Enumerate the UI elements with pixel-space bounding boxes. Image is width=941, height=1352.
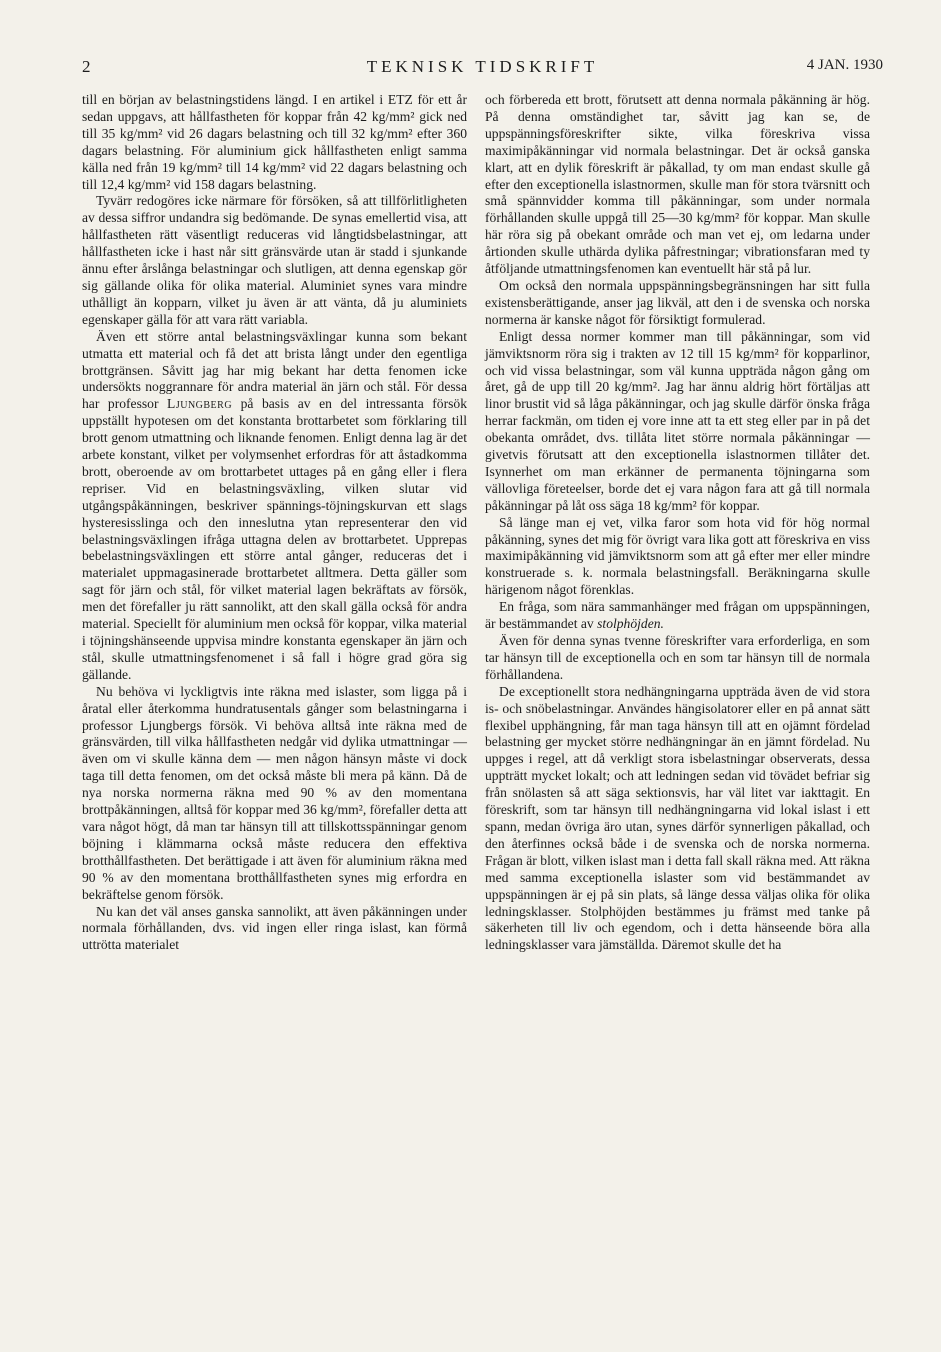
paragraph: Om också den normala uppspänningsbegränsningen har sitt fulla existensberättigande, anser jag likväl, att den i de svenska och norska normerna är kanske något för försiktigt formulerad.	[485, 277, 870, 327]
emphasized-term: stolphöjden.	[597, 616, 664, 632]
paragraph	[485, 599, 870, 633]
paragraph-text: på basis av en del intressanta försök uppställt hypotesen om det konstanta brottarbetet som förklaring till brott genom utmattning och liknande fenomen. Enligt denna lag är det arbete konstant, vilket per volymsenhet erfordras för att åstadkomma brott, oberoende av om brottarbetet uttages på en gång eller i flera repriser. Vid en belastningsväxling, vilken slutar vid utgångspåkänningen, beskriver spännings-töjningskurvan ett slags hysteresisslinga och den inneslutna ytan representerar den vid belastningsväxlingen ifråga uttagna delen av brottarbetet. Upprepas bebelastningsväxlingen ett större antal gånger, reduceras det i materialet uppmagasinerade brottarbetet alltmera. Detta gäller som sagt för järn och stål, för vilket material lagen bekräftats av försök, men det förefaller ju rätt sannolikt, att den skall gälla också för andra material. Speciellt för aluminium men också för koppar, vilka material i töjningshänseende uppvisa mindre konstanta egenskaper än järn och stål, skulle utmattningsfenomenet i så fall i högre grad göra sig gällande.	[82, 396, 467, 682]
paragraph-text: Även ett större antal belastningsväxlingar kunna som bekant utmatta ett material och få det att brista långt under den egentliga brottgränsen. Såvitt jag har mig bekant har detta fenomen icke undersökts noggrannare för andra material än järn och stål. För dessa har professor	[82, 328, 467, 412]
journal-title: TEKNISK TIDSKRIFT	[366, 57, 599, 76]
page-number: 2	[82, 57, 91, 76]
paragraph: Även för denna synas tvenne föreskrifter vara erforderliga, en som tar hänsyn till de exceptionella och en som tar hänsyn till de normala förhållandena.	[485, 633, 870, 682]
paragraph	[82, 329, 467, 684]
author-name: Ljungberg	[167, 396, 233, 412]
paragraph: Nu behöva vi lyckligtvis inte räkna med islaster, som ligga på i åratal eller återkomma hundratusentals gånger som belastningarna i professor Ljungbergs försök. Vi behöva alltså inte räkna med de gränsvärden, till vilka hållfastheten nedgår vid dylika utmattningar — även om vi skulle känna dem — men någon hänsyn måste vi dock taga till detta fenomen, om det också måste bli mera på känn. Då de nya norska normerna räkna med 90 % av den momentana brottpåkänningen, alltså för koppar med 36 kg/mm², förefaller detta att vara något högt, då man tar hänsyn till att tillskottsspänningar genom böjning i klämmarna också måste reducera den effektiva brotthållfastheten. Det berättigade i att även för aluminium räkna med 90 % av den momentana brotthållfastheten synes mig erfordra en bekräftelse genom försök.	[82, 683, 467, 902]
issue-date: 4 JAN. 1930	[806, 57, 883, 73]
right-column	[485, 92, 870, 954]
left-column	[82, 92, 467, 954]
paragraph: De exceptionellt stora nedhängningarna uppträda även de vid stora is- och snöbelastningar. Användes hängisolatorer eller en på annat sätt flexibel upphängning, får man taga hänsyn till att en ojämnt fördelad belastning ger mycket större nedhängningar än en jämnt fördelad. Nu uppges i regel, att då verkligt stora isbelastningar observerats, dessa uppträtt mycket lokalt; och att ledningen sedan vid tövädet befriar sig från snölasten så att säga sektionsvis, har väl litet var iakttagit. En föreskrift, som tar hänsyn till nedhängningarna vid lokal islast i ett spann, medan övriga äro utan, synes därför synnerligen påkallad, och den återfinnes också både i de svenska och de norska normerna. Frågan är blott, vilken islast man i detta fall skall räkna med. Att räkna med samma exceptionella islaster som vid bestämmandet av uppspänningen är ej på sin plats, så länge dessa väljas olika för olika ledningsklasser. Stolphöjden bestämmes ju främst med tanke på säkerheten till liv och egendom, och i detta hänseende böra alla ledningsklasser vara jämställda. Däremot skulle det ha	[485, 683, 870, 953]
page-header	[82, 55, 883, 85]
paragraph: Enligt dessa normer kommer man till påkänningar, som vid jämviktsnorm röra sig i trakten av 12 till 15 kg/mm² för kopparlinor, och vid vissa belastningar, som väl kunna uppträda någon gång om året, gå de upp till 20 kg/mm². Jag har ännu aldrig hört förtäljas att linor brustit vid så låga påkänningar, och jag skulle därför önska fråga herrar fackmän, om tiden ej vore inne att ta ett steg eller par in på det obekanta området, dvs. tillåta litet större normala påkänningar — givetvis förutsatt att den exceptionella islastnormen tillåter det. Isynnerhet om man erkänner de permanenta töjningarna som vällovliga företeelser, borde det ej vara någon fara att gå till normala påkänningar på låt oss säga 18 kg/mm² för koppar.	[485, 328, 870, 513]
paragraph: Nu kan det väl anses ganska sannolikt, att även påkänningen under normala förhållanden, dvs. vid ingen eller ringa islast, kan förmå uttrötta materialet	[82, 903, 467, 953]
paragraph: till en början av belastningstidens längd. I en artikel i ETZ för ett år sedan uppgavs, att hållfastheten för koppar från 42 kg/mm² gick ned till 35 kg/mm² vid 26 dagars belastning och till 32 kg/mm² efter 360 dagars belastning. För aluminium gick hållfastheten enligt samma källa ned från 19 kg/mm² till 14 kg/mm² vid 22 dagars belastning och till 12,4 kg/mm² vid 158 dagars belastning.	[82, 92, 467, 192]
paragraph-text: En fråga, som nära sammanhänger med frågan om uppspänningen, är bestämmandet av	[485, 599, 870, 632]
paragraph: och förbereda ett brott, förutsett att denna normala påkänning är hög. På denna omständighet tar, såvitt jag kan se, de uppspänningsföreskrifter sikte, vilka föreskriva vissa maximipåkänningar vid normala belastningar. Det är också ganska klart, att en dylik föreskrift är påkallad, ty om man endast skulle gå efter den exceptionella islastnormen, skulle man för stora tvärsnitt och små spännvidder komma till påkänningar, som under normala förhållanden skulle uppgå till 25—30 kg/mm² för koppar. Man skulle här röra sig på obekant område och man vet ej, om ledarna under årtionden skulle uthärda dylika påfrestningar; vibrationsfaran med ty åtföljande utmattningsfenomen kan eventuellt här stå på lur.	[485, 92, 870, 277]
paragraph: Så länge man ej vet, vilka faror som hota vid för hög normal påkänning, synes det mig för övrigt vara lika gott att föreskriva en viss maximipåkänning vid jämviktsnorm som att gå efter mer eller mindre konstruerade s. k. normala belastningsfall. Beräkningarna skulle härigenom något förenklas.	[485, 514, 870, 598]
paragraph: Tyvärr redogöres icke närmare för försöken, så att tillförlitligheten av dessa siffror undandra sig bedömande. De synas emellertid visa, att hållfastheten rätt väsentligt reduceras vid långtidsbelastningar, att hållfastheten icke i hast når sitt gränsvärde utan är stadd i sjunkande ännu efter årslånga belastningar och slutligen, att denna egenskap gör sig gällande olika för olika material. Aluminiet synes vara mindre uthålligt än kopparn, vilket ju även är att vänta, då ju aluminiets egenskaper gälla för att vara rätt variabla.	[82, 193, 467, 327]
